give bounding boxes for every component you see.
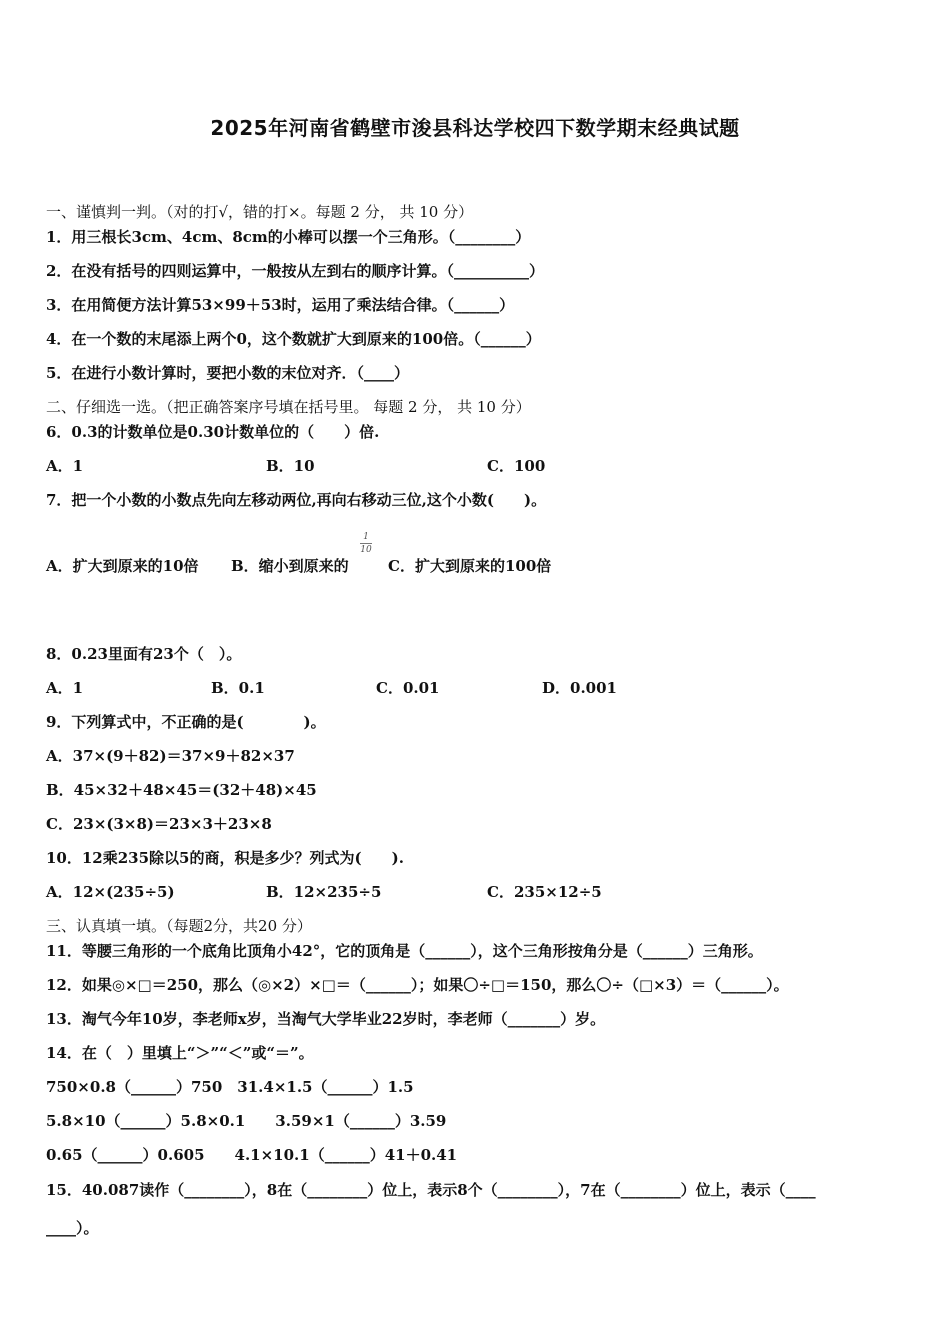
question-14-row-3: 0.65（______）0.605 4.1×10.1（______）41＋0.41 <box>46 1146 458 1164</box>
question-7: 7．把一个小数的小数点先向左移动两位,再向右移动三位,这个小数( )。 <box>46 491 547 509</box>
question-14: 14．在（ ）里填上“＞”“＜”或“＝”。 <box>46 1044 314 1062</box>
question-15-continued: ____）。 <box>46 1219 99 1237</box>
question-6-option-b: B．10 <box>266 457 315 475</box>
question-4: 4．在一个数的末尾添上两个0，这个数就扩大到原来的100倍。（______） <box>46 330 541 348</box>
question-10-option-a: A．12×(235÷5) <box>46 883 175 901</box>
question-7-option-a: A．扩大到原来的10倍 <box>46 557 199 575</box>
fraction-denominator: 10 <box>360 545 372 555</box>
section-2-heading: 二、仔细选一选。（把正确答案序号填在括号里。 每题 2 分， 共 10 分） <box>46 398 531 416</box>
fraction-numerator: 1 <box>363 532 369 542</box>
question-2: 2．在没有括号的四则运算中，一般按从左到右的顺序计算。（__________） <box>46 262 544 280</box>
question-10: 10．12乘235除以5的商，积是多少？列式为( ). <box>46 849 404 867</box>
question-6: 6．0.3的计数单位是0.30计数单位的（ ）倍. <box>46 423 380 441</box>
section-3-heading: 三、认真填一填。（每题2分，共20 分） <box>46 917 312 935</box>
question-8-option-b: B．0.1 <box>211 679 265 697</box>
question-7-option-c: C．扩大到原来的100倍 <box>388 557 552 575</box>
page-title: 2025年河南省鹤壁市浚县科达学校四下数学期末经典试题 <box>210 116 740 140</box>
question-6-option-a: A．1 <box>46 457 84 475</box>
question-15: 15．40.087读作（________），8在（________）位上，表示8个（________），7在（________）位上，表示（____ <box>46 1181 816 1199</box>
question-9-option-b: B．45×32＋48×45＝(32＋48)×45 <box>46 781 317 799</box>
question-14-row-2: 5.8×10（______）5.8×0.1 3.59×1（______）3.59 <box>46 1112 447 1130</box>
question-11: 11．等腰三角形的一个底角比顶角小42°，它的顶角是（______），这个三角形按角分是（______）三角形。 <box>46 942 763 960</box>
question-9: 9．下列算式中，不正确的是( )。 <box>46 713 326 731</box>
question-8: 8．0.23里面有23个（ ）。 <box>46 645 242 663</box>
question-10-option-c: C．235×12÷5 <box>487 883 602 901</box>
section-1-heading: 一、谨慎判一判。（对的打√，错的打×。每题 2 分， 共 10 分） <box>46 203 474 221</box>
fraction-one-tenth <box>358 532 374 555</box>
question-3: 3．在用简便方法计算53×99＋53时，运用了乘法结合律。（______） <box>46 296 515 314</box>
question-7-option-b: B．缩小到原来的 <box>231 557 349 575</box>
question-9-option-c: C．23×(3×8)＝23×3＋23×8 <box>46 815 272 833</box>
question-1: 1．用三根长3cm、4cm、8cm的小棒可以摆一个三角形。（________） <box>46 228 531 246</box>
question-14-row-1: 750×0.8（______）750 31.4×1.5（______）1.5 <box>46 1078 414 1096</box>
question-8-option-a: A．1 <box>46 679 84 697</box>
question-8-option-d: D．0.001 <box>542 679 617 697</box>
question-13: 13．淘气今年10岁，李老师x岁，当淘气大学毕业22岁时，李老师（_______）岁。 <box>46 1010 606 1028</box>
question-12: 12．如果◎×□＝250，那么（◎×2）×□＝（______）；如果〇÷□＝150，那么〇÷（□×3）＝（______）。 <box>46 976 789 994</box>
question-8-option-c: C．0.01 <box>376 679 440 697</box>
question-6-option-c: C．100 <box>487 457 546 475</box>
question-9-option-a: A．37×(9＋82)＝37×9＋82×37 <box>46 747 295 765</box>
question-10-option-b: B．12×235÷5 <box>266 883 382 901</box>
question-5: 5．在进行小数计算时，要把小数的末位对齐．（____） <box>46 364 409 382</box>
